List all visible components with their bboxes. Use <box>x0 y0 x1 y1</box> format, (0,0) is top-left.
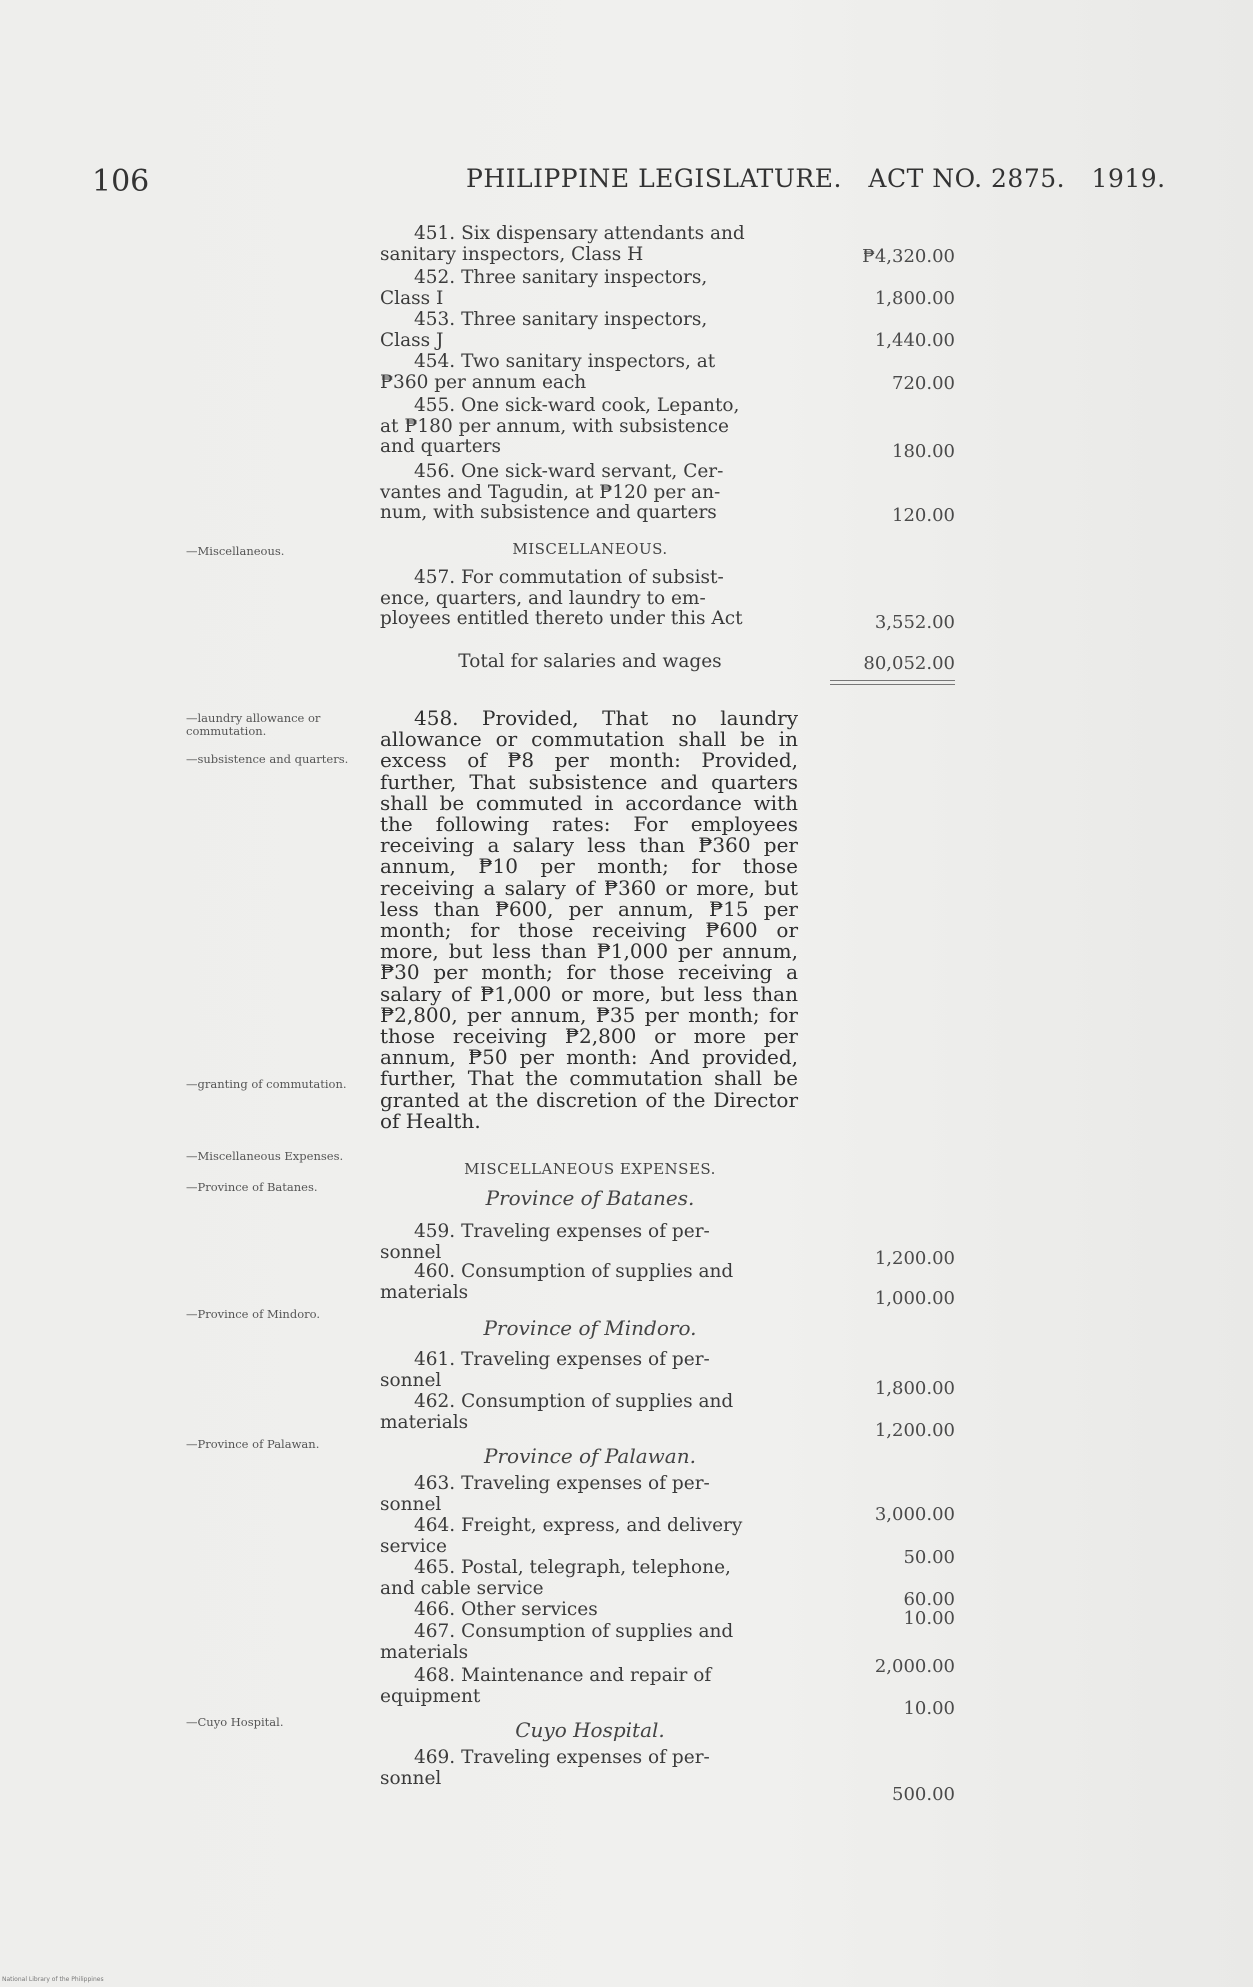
section-heading-misc-expenses: MISCELLANEOUS EXPENSES. <box>464 1160 716 1178</box>
running-head-act: ACT NO. 2875. <box>868 164 1066 193</box>
running-head-year: 1919. <box>1091 164 1166 193</box>
entry-464: 464. Freight, express, and delivery service <box>380 1515 743 1557</box>
margin-note-misc-expenses: —Miscellaneous Expenses. <box>186 1149 344 1163</box>
entry-453: 453. Three sanitary inspectors, Class J <box>380 309 708 351</box>
subheading-palawan: Province of Palawan. <box>484 1444 696 1468</box>
entry-468: 468. Maintenance and repair of equipment <box>380 1665 712 1707</box>
amount-460: 1,000.00 <box>874 1288 955 1309</box>
entry-455: 455. One sick-ward cook, Lepanto, at ₱180 per annum, with subsistence and quarters <box>380 395 740 457</box>
section-heading-miscellaneous: MISCELLANEOUS. <box>512 540 668 558</box>
total-double-rule <box>830 680 955 688</box>
entry-467: 467. Consumption of supplies and materials <box>380 1621 734 1663</box>
amount-463: 3,000.00 <box>874 1504 955 1525</box>
margin-note-laundry: —laundry allowance or commutation. <box>186 711 321 738</box>
entry-466: 466. Other services <box>414 1599 598 1620</box>
running-head-title: PHILIPPINE LEGISLATURE. <box>466 164 842 193</box>
amount-465: 60.00 <box>903 1589 955 1610</box>
entry-457: 457. For commutation of subsist- ence, quarters, and laundry to em- ployees entitled thereto under this Act <box>380 567 743 629</box>
entry-454: 454. Two sanitary inspectors, at ₱360 per annum each <box>380 351 716 393</box>
proviso-paragraph: 458. Provided, That no laundry allowance or commutation shall be in excess of ₱8 per month: Provided, further, That subsistence and quarters shall be commuted in accordance with the following rates: For employees receiving a salary less than ₱360 per annum, ₱10 per month; for those receiving a salary of ₱360 or more, but less than ₱600, per annum, ₱15 per month; for those receiving ₱600 or more, but less than ₱1,000 per annum, ₱30 per month; for those receiving a salary of ₱1,000 or more, but less than ₱2,800, per annum, ₱35 per month; for those receiving ₱2,800 or more per annum, ₱50 per month: And provided, further, That the commutation shall be granted at the discretion of the Director of Health. <box>380 706 798 1133</box>
margin-note-batanes: —Province of Batanes. <box>186 1180 318 1194</box>
amount-457: 3,552.00 <box>874 612 955 633</box>
amount-461: 1,800.00 <box>874 1378 955 1399</box>
margin-note-palawan: —Province of Palawan. <box>186 1437 320 1451</box>
entry-462: 462. Consumption of supplies and materials <box>380 1391 734 1433</box>
amount-455: 180.00 <box>892 441 955 462</box>
subheading-cuyo: Cuyo Hospital. <box>515 1718 665 1742</box>
entry-469: 469. Traveling expenses of per- sonnel <box>380 1747 710 1789</box>
entry-465: 465. Postal, telegraph, telephone, and cable service <box>380 1557 731 1599</box>
amount-464: 50.00 <box>903 1547 955 1568</box>
running-head <box>466 164 1166 193</box>
amount-454: 720.00 <box>892 373 955 394</box>
amount-459: 1,200.00 <box>874 1248 955 1269</box>
scan-footer: National Library of the Philippines <box>2 1976 104 1983</box>
entry-460: 460. Consumption of supplies and materials <box>380 1261 734 1303</box>
total-salaries-amount: 80,052.00 <box>863 653 955 674</box>
amount-468: 10.00 <box>903 1698 955 1719</box>
margin-note-miscellaneous: —Miscellaneous. <box>186 544 285 558</box>
margin-note-cuyo: —Cuyo Hospital. <box>186 1715 284 1729</box>
entry-451: 451. Six dispensary attendants and sanitary inspectors, Class H <box>380 223 745 265</box>
entry-459: 459. Traveling expenses of per- sonnel <box>380 1221 710 1263</box>
margin-note-granting: —granting of commutation. <box>186 1077 347 1091</box>
entry-463: 463. Traveling expenses of per- sonnel <box>380 1473 710 1515</box>
margin-note-subsistence: —subsistence and quarters. <box>186 752 349 766</box>
amount-469: 500.00 <box>892 1784 955 1805</box>
total-salaries-label: Total for salaries and wages <box>458 651 722 672</box>
amount-462: 1,200.00 <box>874 1420 955 1441</box>
amount-466: 10.00 <box>903 1608 955 1629</box>
amount-452: 1,800.00 <box>874 288 955 309</box>
amount-467: 2,000.00 <box>874 1656 955 1677</box>
amount-453: 1,440.00 <box>874 330 955 351</box>
entry-452: 452. Three sanitary inspectors, Class I <box>380 267 708 309</box>
amount-451: ₱4,320.00 <box>862 246 955 267</box>
entry-456: 456. One sick-ward servant, Cer- vantes and Tagudin, at ₱120 per an- num, with subsistence and quarters <box>380 461 724 523</box>
entry-461: 461. Traveling expenses of per- sonnel <box>380 1349 710 1391</box>
amount-456: 120.00 <box>892 505 955 526</box>
subheading-batanes: Province of Batanes. <box>485 1186 695 1210</box>
page-number: 106 <box>92 164 150 199</box>
margin-note-mindoro: —Province of Mindoro. <box>186 1307 320 1321</box>
subheading-mindoro: Province of Mindoro. <box>483 1316 697 1340</box>
